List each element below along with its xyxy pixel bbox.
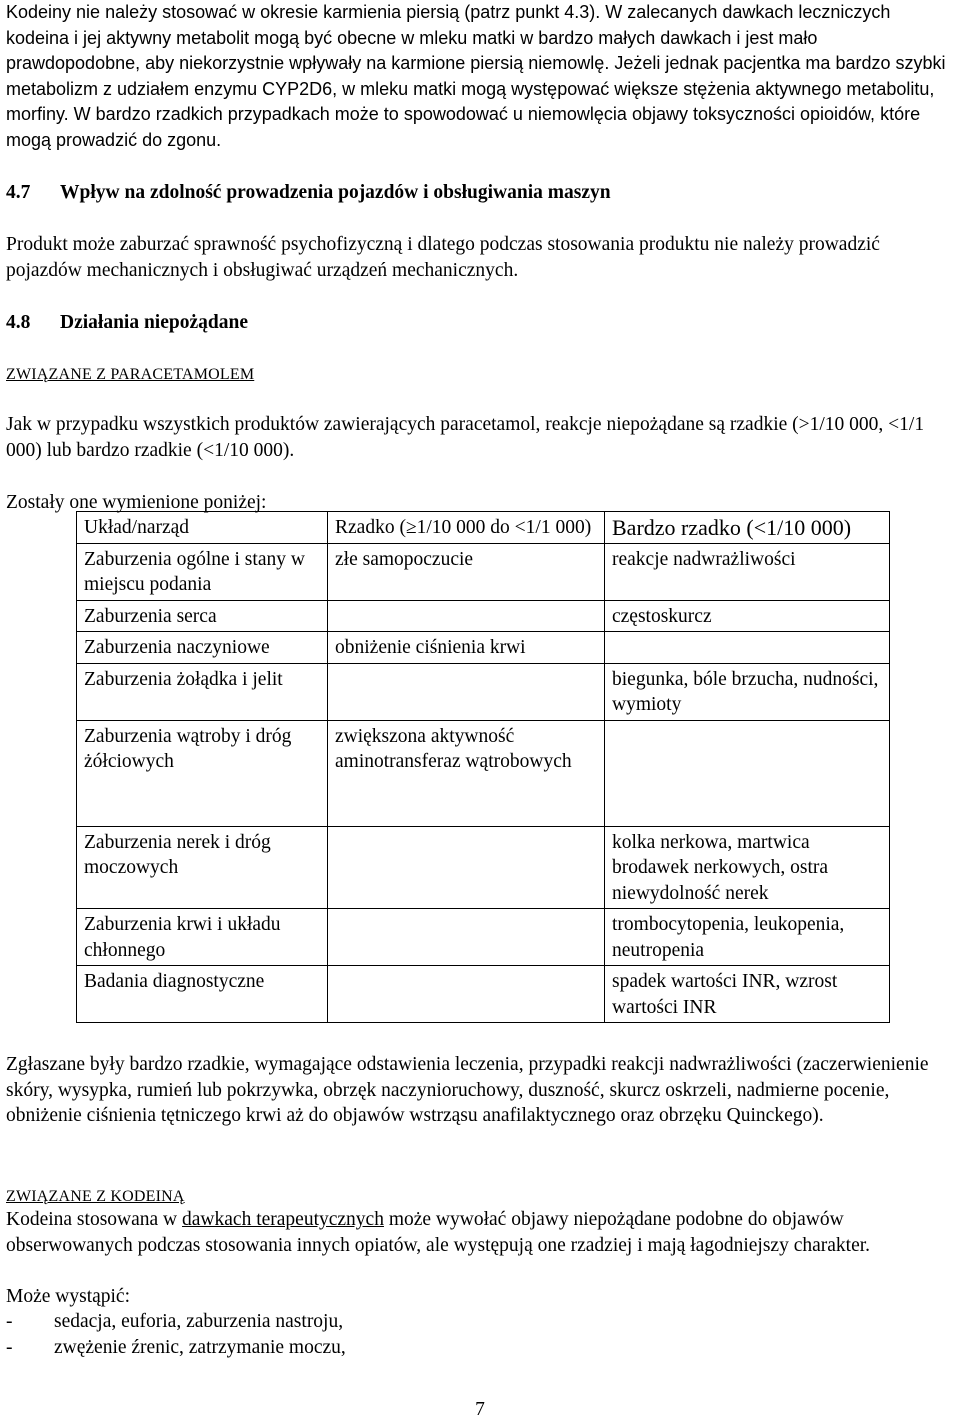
table-row <box>77 663 890 720</box>
may-occur-label: Może wystąpić: <box>6 1286 131 1307</box>
cell-system: Zaburzenia ogólne i stany w miejscu podania <box>77 543 328 600</box>
cell-very-rare: biegunka, bóle brzucha, nudności, wymioty <box>605 663 890 720</box>
list-item-text: sedacja, euforia, zaburzenia nastroju, <box>54 1311 344 1332</box>
header-very-rare: Bardzo rzadko (<1/10 000) <box>612 515 852 540</box>
cell-very-rare: spadek wartości INR, wzrost wartości INR <box>605 966 890 1023</box>
cell-system: Badania diagnostyczne <box>77 966 328 1023</box>
cell-rare <box>328 909 605 966</box>
hypersensitivity-paragraph: Zgłaszane były bardzo rzadkie, wymagające odstawienia leczenia, przypadki reakcji nadwrażliwości (zaczerwienienie skóry, wysypka, rumień lub pokrzywka, obrzęk naczynioruchowy, duszność, skurcz oskrzeli, nadmierne pocenie, obniżenie ciśnienia tętniczego krwi aż do objawów wstrząsu anafilaktycznego oraz obrzęku Quinckego). <box>6 1054 929 1126</box>
section-heading-4-7 <box>6 180 956 206</box>
header-system: Układ/narząd <box>77 512 328 544</box>
cell-system: Zaburzenia krwi i układu chłonnego <box>77 909 328 966</box>
table-row <box>77 909 890 966</box>
listed-below-text: Zostały one wymienione poniżej: <box>6 492 267 513</box>
section-heading-4-8 <box>6 310 956 336</box>
cell-very-rare: kolka nerkowa, martwica brodawek nerkowych, ostra niewydolność nerek <box>605 826 890 909</box>
cell-rare <box>328 966 605 1023</box>
section-number: 4.8 <box>6 312 31 333</box>
codeine-effects-list <box>6 1309 956 1360</box>
list-item-text: zwężenie źrenic, zatrzymanie moczu, <box>54 1336 346 1358</box>
bullet-dash: - <box>6 1336 13 1358</box>
therapeutic-doses-link: dawkach terapeutycznych <box>182 1209 384 1230</box>
list-item <box>6 1309 956 1335</box>
section-title: Działania niepożądane <box>60 312 248 333</box>
cell-rare <box>328 663 605 720</box>
cell-very-rare <box>605 720 890 826</box>
cell-very-rare: trombocytopenia, leukopenia, neutropenia <box>605 909 890 966</box>
cell-very-rare: reakcje nadwrażliwości <box>605 543 890 600</box>
codeine-paragraph-start: Kodeina stosowana w <box>6 1209 183 1230</box>
cell-rare: złe samopoczucie <box>328 543 605 600</box>
table-row <box>77 632 890 664</box>
paracetamol-paragraph: Jak w przypadku wszystkich produktów zawierających paracetamol, reakcje niepożądane są rzadkie (>1/10 000, <1/1 000) lub bardzo rzadkie (<1/10 000). <box>6 414 925 461</box>
table-row <box>77 966 890 1023</box>
table-row <box>77 826 890 909</box>
cell-system: Zaburzenia naczyniowe <box>77 632 328 664</box>
cell-rare: zwiększona aktywność aminotransferaz wątrobowych <box>328 720 605 826</box>
cell-rare: obniżenie ciśnienia krwi <box>328 632 605 664</box>
section-title: Wpływ na zdolność prowadzenia pojazdów i obsługiwania maszyn <box>60 182 611 203</box>
table-header-row <box>77 512 890 544</box>
cell-rare <box>328 600 605 632</box>
codeine-paragraph-end: może wywołać objawy niepożądane podobne do objawów obserwowanych podczas stosowania innych opiatów, ale występują one rzadziej i mają łagodniejszy charakter. <box>6 1209 871 1256</box>
adverse-effects-table <box>76 511 890 1023</box>
table-row <box>77 543 890 600</box>
page-number: 7 <box>475 1399 485 1420</box>
list-item <box>6 1335 956 1361</box>
table-row <box>77 720 890 826</box>
section-4-7-body: Produkt może zaburzać sprawność psychofizyczną i dlatego podczas stosowania produktu nie należy prowadzić pojazdów mechanicznych i obsługiwać urządzeń mechanicznych. <box>6 234 880 281</box>
intro-paragraph: Kodeiny nie należy stosować w okresie karmienia piersią (patrz punkt 4.3). W zalecanych dawkach leczniczych kodeina i jej aktywny metabolit mogą być obecne w mleku matki w bardzo małych dawkach i jest mało prawdopodobne, aby niekorzystnie wpływały na karmione piersią niemowlę. Jeżeli jednak pacjentka ma bardzo szybki metabolizm z udziałem enzymu CYP2D6, w mleku matki mogą występować większe stężenia aktywnego metabolitu, morfiny. W bardzo rzadkich przypadkach może to spowodować u niemowlęcia objawy toksyczności opioidów, które mogą prowadzić do zgonu. <box>6 2 946 150</box>
paracetamol-subheading: ZWIĄZANE Z PARACETAMOLEM <box>6 366 255 383</box>
cell-very-rare <box>605 632 890 664</box>
cell-system: Zaburzenia wątroby i dróg żółciowych <box>77 720 328 826</box>
section-number: 4.7 <box>6 182 31 203</box>
codeine-subheading: ZWIĄZANE Z KODEINĄ <box>6 1188 185 1205</box>
table-row <box>77 600 890 632</box>
cell-rare <box>328 826 605 909</box>
cell-system: Zaburzenia żołądka i jelit <box>77 663 328 720</box>
cell-system: Zaburzenia serca <box>77 600 328 632</box>
header-rare: Rzadko (≥1/10 000 do <1/1 000) <box>328 512 605 544</box>
cell-system: Zaburzenia nerek i dróg moczowych <box>77 826 328 909</box>
codeine-paragraph <box>6 1207 956 1258</box>
bullet-dash: - <box>6 1311 13 1332</box>
cell-very-rare: częstoskurcz <box>605 600 890 632</box>
